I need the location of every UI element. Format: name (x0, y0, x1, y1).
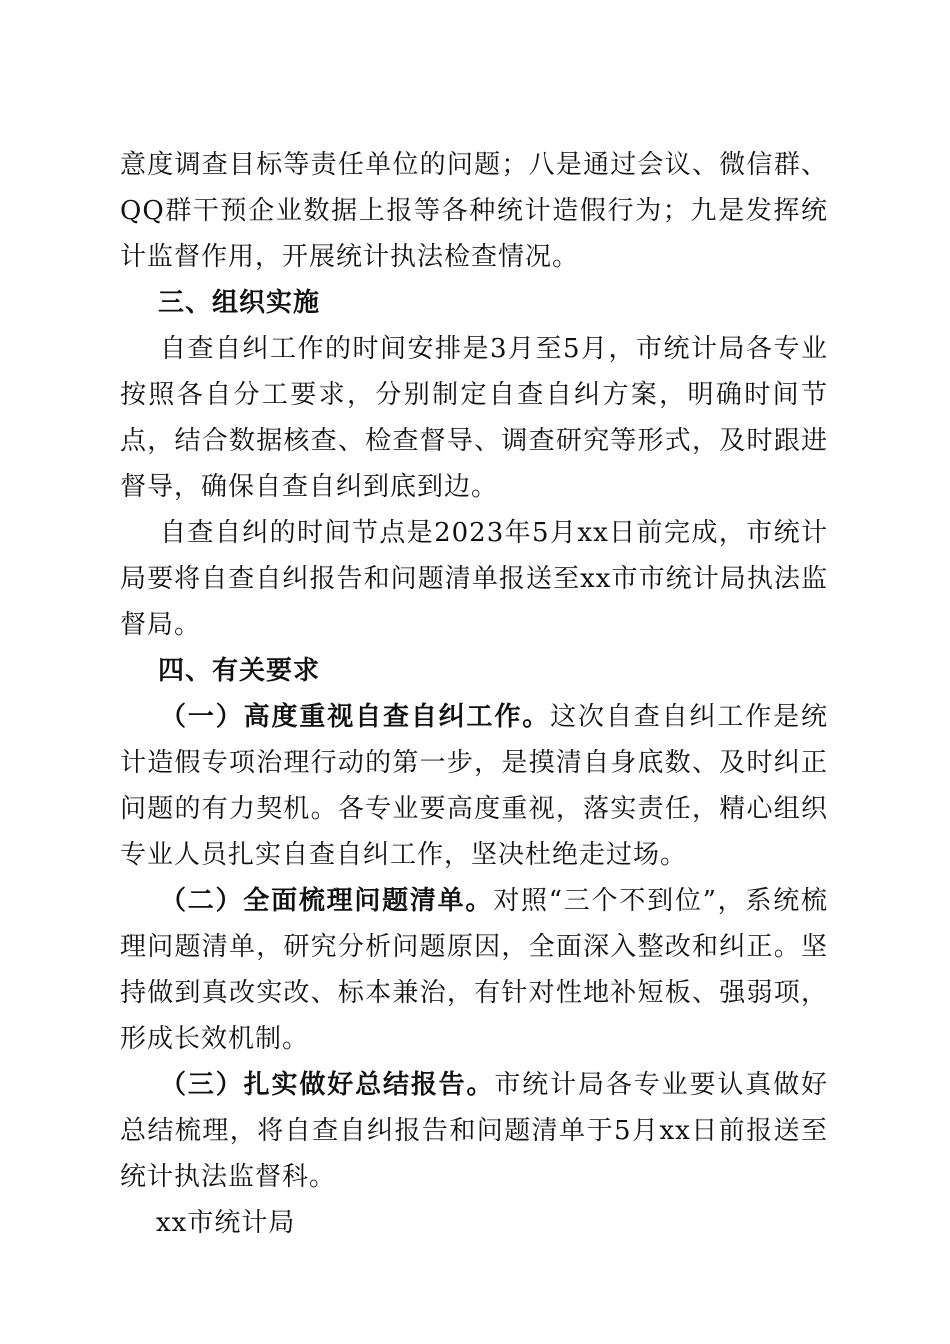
section-heading-requirements: 四、有关要求 (158, 656, 321, 686)
paragraph-schedule: 自查自纠工作的时间安排是3月至5月，市统计局各专业按照各自分工要求，分别制定自查自纠方案，明确时间节点，结合数据核查、检查督导、调查研究等形式，及时跟进督导，确保自查自纠到底到边。 (120, 334, 828, 502)
requirement-item-1-title: （一）高度重视自查自纠工作。 (160, 702, 551, 732)
requirement-item-1 (120, 694, 828, 878)
requirement-item-3-title: （三）扎实做好总结报告。 (160, 1070, 495, 1100)
requirement-item-2-title: （二）全面梳理问题清单。 (160, 886, 494, 916)
paragraph-deadline: 自查自纠的时间节点是2023年5月xx日前完成，市统计局要将自查自纠报告和问题清单报送至xx市市统计局执法监督局。 (120, 518, 828, 640)
document-page (120, 142, 828, 1246)
requirement-item-3 (120, 1062, 828, 1200)
section-heading-organization: 三、组织实施 (158, 288, 321, 318)
signature: xx市统计局 (156, 1208, 296, 1238)
requirement-item-1-body: 这次自查自纠工作是统计造假专项治理行动的第一步，是摸清自身底数、及时纠正问题的有力契机。各专业要高度重视，落实责任，精心组织专业人员扎实自查自纠工作，坚决杜绝走过场。 (120, 702, 828, 870)
requirement-item-3-body: 市统计局各专业要认真做好总结梳理，将自查自纠报告和问题清单于5月xx日前报送至统计执法监督科。 (120, 1070, 828, 1192)
paragraph-intro: 意度调查目标等责任单位的问题；八是通过会议、微信群、QQ群干预企业数据上报等各种统计造假行为；九是发挥统计监督作用，开展统计执法检查情况。 (120, 150, 828, 272)
requirement-item-2 (120, 878, 828, 1062)
requirement-item-2-body: 对照“三个不到位”，系统梳理问题清单，研究分析问题原因，全面深入整改和纠正。坚持做到真改实改、标本兼治，有针对性地补短板、强弱项，形成长效机制。 (120, 886, 828, 1054)
